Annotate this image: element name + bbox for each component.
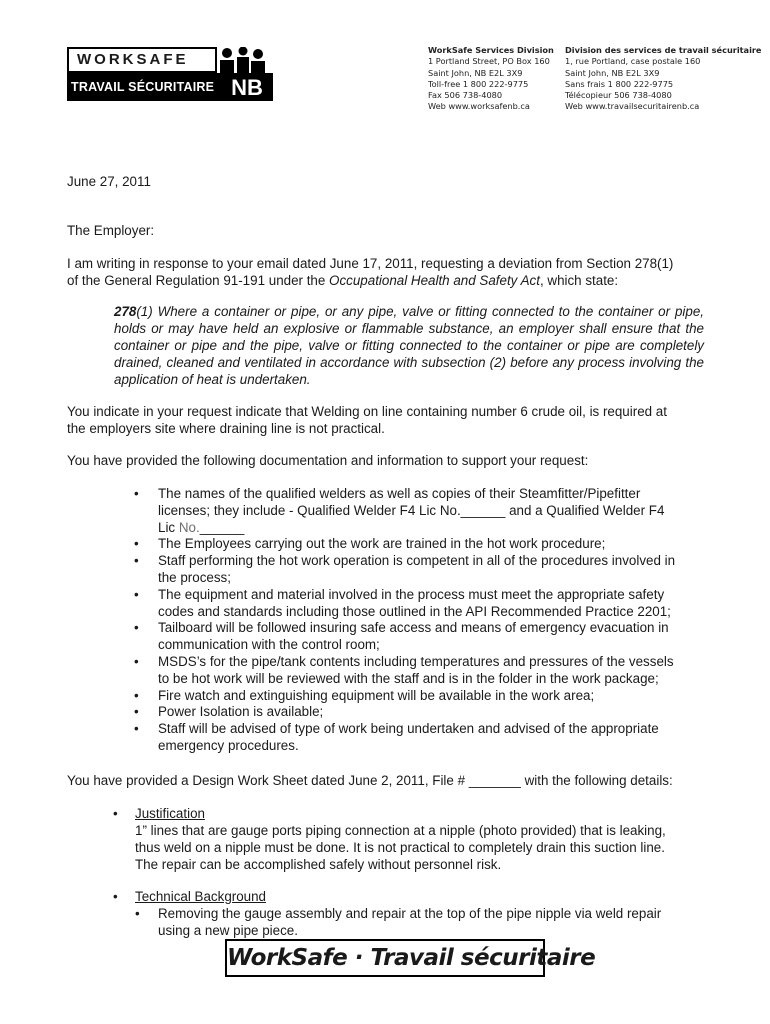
section-number: 278	[114, 304, 137, 319]
list-item	[130, 486, 700, 536]
text-line: Tailboard will be followed insuring safe access and means of emergency evacuation in	[158, 620, 669, 636]
section-heading: Justification	[135, 806, 205, 821]
text-line: emergency procedures.	[158, 737, 299, 753]
text-span: ______	[199, 519, 245, 535]
text-line: thus weld on a nipple must be done. It is not practical to completely drain this suction line.	[135, 840, 665, 855]
list-item	[130, 553, 700, 587]
text-line: Fire watch and extinguishing equipment will be available in the work area;	[158, 687, 595, 703]
item-body	[158, 905, 661, 939]
logo-worksafe-text: WORKSAFE	[67, 47, 217, 73]
bullet: •	[134, 536, 139, 552]
address-fr-line: Saint John, NB E2L 3X9	[565, 67, 660, 78]
bullet: •	[135, 906, 140, 921]
letter-date: June 27, 2011	[67, 174, 151, 189]
address-fr-line: Télécopieur 506 738-4080	[565, 90, 672, 101]
text-line: The repair can be accomplished safely without personnel risk.	[135, 857, 502, 872]
address-en-line: Toll-free 1 800 222-9775	[428, 78, 529, 89]
documentation-list	[130, 486, 700, 755]
text-span: .______ and a Qualified Welder F4	[456, 502, 665, 518]
text-line: the process;	[158, 569, 231, 585]
text-line: Staff performing the hot work operation is competent in all of the procedures involved in	[158, 553, 676, 569]
salutation: The Employer:	[67, 223, 155, 238]
address-fr-line: Web www.travailsecuritairenb.ca	[565, 101, 700, 112]
text-span: , which state:	[539, 273, 619, 288]
regulation-quote	[114, 303, 704, 388]
section-body	[135, 822, 666, 873]
text-line	[67, 272, 673, 289]
address-fr-line: 1, rue Portland, case postale 160	[565, 56, 701, 67]
bullet: •	[134, 704, 139, 720]
bullet: •	[113, 806, 118, 821]
list-item	[130, 704, 700, 721]
quote-text: (1) Where a container or pipe, or any pipe, valve or fitting connected to the container or pipe, holds or may have held an explosive or flammable substance, an employer shall ensure that the container or pipe and the pipe, valve or fitting connected to the container or pipe are completely drained, cleaned and ventilated in accordance with subsection (2) before any process involving the application of heat is undertaken.	[114, 304, 704, 387]
text-line: Removing the gauge assembly and repair at the top of the pipe nipple via weld repair	[158, 906, 662, 921]
logo-travail-text: TRAVAIL SÉCURITAIRE	[67, 73, 217, 101]
address-en-line: WorkSafe Services Division	[428, 45, 554, 55]
text-line: to be hot work will be reviewed with the staff and is in the folder in the work package;	[158, 670, 659, 686]
list-item	[130, 587, 700, 621]
text-line: The names of the qualified welders as well as copies of their Steamfitter/Pipefitter	[158, 486, 641, 501]
address-fr-line: Sans frais 1 800 222-9775	[565, 78, 674, 89]
text-line: MSDS’s for the pipe/tank contents including temperatures and pressures of the vessels	[158, 653, 674, 669]
justification-section	[113, 805, 733, 875]
text-line: Staff will be advised of type of work being undertaken and advised of the appropriate	[158, 721, 659, 737]
text-line: You indicate in your request indicate that Welding on line containing number 6 crude oil, is required at	[67, 404, 667, 419]
address-en-line: Saint John, NB E2L 3X9	[428, 67, 523, 78]
address-en-line: Web www.worksafenb.ca	[428, 101, 530, 112]
logo-nb-mark: NB	[231, 75, 263, 100]
bullet: •	[134, 721, 139, 737]
text-span: licenses; they include - Qualified Welder F4 Lic No	[158, 502, 457, 518]
bullet: •	[134, 687, 139, 703]
text-line: codes and standards including those outlined in the API Recommended Practice 2201;	[158, 603, 671, 619]
text-line: The equipment and material involved in the process must meet the appropriate safety	[158, 586, 665, 602]
text-span: of the General Regulation 91-191 under the	[67, 273, 330, 288]
bullet: •	[134, 553, 139, 569]
request-paragraph	[67, 403, 667, 437]
list-item	[130, 721, 700, 755]
list-item	[130, 654, 700, 688]
bullet: •	[113, 889, 118, 904]
address-english	[428, 45, 554, 113]
address-french	[565, 45, 761, 113]
text-line: the employers site where draining line is not practical.	[67, 421, 385, 436]
intro-paragraph	[67, 255, 673, 289]
bullet: •	[134, 653, 139, 669]
text-line: communication with the control room;	[158, 637, 380, 653]
bullet: •	[134, 486, 139, 501]
bullet: •	[134, 586, 139, 602]
documentation-intro: You have provided the following documentation and information to support your request:	[67, 453, 589, 468]
text-span: No.	[178, 519, 200, 535]
list-item	[130, 536, 700, 553]
text-line: I am writing in response to your email dated June 17, 2011, requesting a deviation from Section 278(1)	[67, 256, 674, 271]
text-line	[158, 520, 700, 537]
list-item	[130, 620, 700, 654]
section-heading: Technical Background	[135, 889, 267, 904]
text-line: using a new pipe piece.	[158, 923, 298, 938]
footer-worksafe-logo: WorkSafe · Travail sécuritaire	[225, 939, 545, 977]
list-item	[130, 688, 700, 705]
address-fr-line: Division des services de travail sécuritaire	[565, 45, 762, 55]
bullet: •	[134, 620, 139, 636]
design-worksheet-paragraph: You have provided a Design Work Sheet dated June 2, 2011, File # _______ with the following details:	[67, 773, 673, 788]
address-en-line: 1 Portland Street, PO Box 160	[428, 56, 550, 67]
text-line: The Employees carrying out the work are trained in the hot work procedure;	[158, 536, 606, 552]
text-line: 1” lines that are gauge ports piping connection at a nipple (photo provided) that is leaking,	[135, 823, 666, 838]
address-en-line: Fax 506 738-4080	[428, 90, 503, 101]
act-title: Occupational Health and Safety Act	[329, 273, 540, 288]
text-line: Power Isolation is available;	[158, 704, 324, 720]
worksafe-nb-logo	[67, 47, 273, 103]
text-line	[158, 503, 700, 520]
text-span: Lic	[158, 519, 179, 535]
